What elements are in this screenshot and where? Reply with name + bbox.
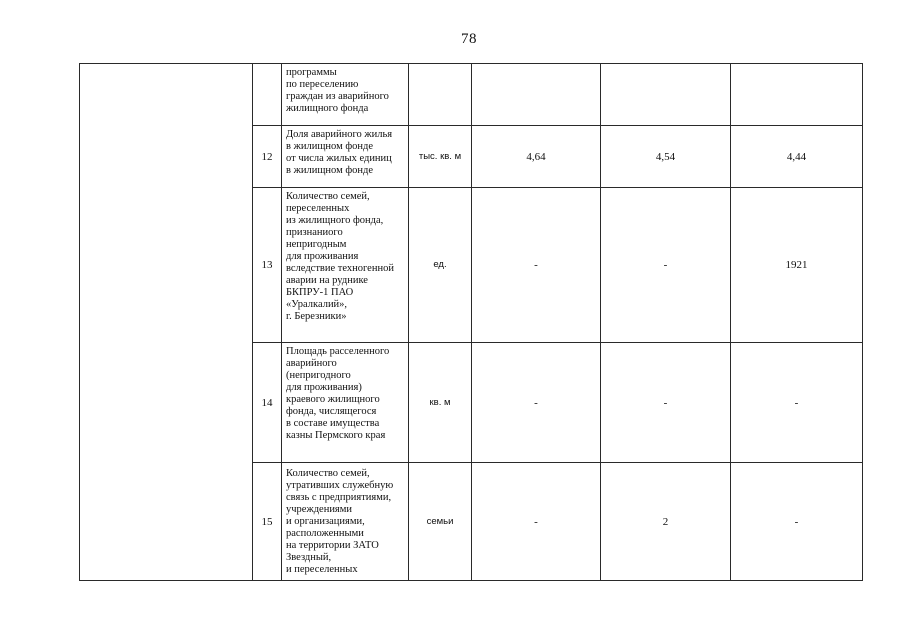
row-number: 15 xyxy=(253,463,282,581)
unit-cell: семьи xyxy=(409,463,472,581)
table-row xyxy=(80,64,863,126)
value-cell: 4,44 xyxy=(731,126,863,188)
value-cell xyxy=(601,64,731,126)
value-cell: 4,54 xyxy=(601,126,731,188)
row-number: 12 xyxy=(253,126,282,188)
value-cell: - xyxy=(472,343,601,463)
value-cell: 1921 xyxy=(731,188,863,343)
indicators-table xyxy=(79,63,863,581)
row-number: 14 xyxy=(253,343,282,463)
value-cell: - xyxy=(731,343,863,463)
indicator-name: Количество семей, переселенных из жилищного фонда, признаниого непригодным для проживания вследствие техногенной аварии на руднике БКПРУ-1 ПАО «Уралкалий», г. Березники» xyxy=(282,188,409,343)
unit-cell: ед. xyxy=(409,188,472,343)
blank-column xyxy=(80,64,253,581)
row-number xyxy=(253,64,282,126)
page-number: 78 xyxy=(461,31,477,47)
value-cell: - xyxy=(472,463,601,581)
indicator-name: Доля аварийного жилья в жилищном фонде от числа жилых единиц в жилищном фонде xyxy=(282,126,409,188)
indicator-name: Количество семей, утративших служебную связь с предприятиями, учреждениями и организациями, расположенными на территории ЗАТО Звездный, и переселенных xyxy=(282,463,409,581)
indicator-name: Площадь расселенного аварийного (непригодного для проживания) краевого жилищного фонда, числящегося в составе имущества казны Пермского края xyxy=(282,343,409,463)
value-cell: - xyxy=(601,188,731,343)
value-cell xyxy=(731,64,863,126)
value-cell: 2 xyxy=(601,463,731,581)
value-cell: - xyxy=(472,188,601,343)
value-cell: - xyxy=(601,343,731,463)
indicator-name: программы по переселению граждан из аварийного жилищного фонда xyxy=(282,64,409,126)
unit-cell: кв. м xyxy=(409,343,472,463)
row-number: 13 xyxy=(253,188,282,343)
unit-cell xyxy=(409,64,472,126)
value-cell: - xyxy=(731,463,863,581)
value-cell: 4,64 xyxy=(472,126,601,188)
unit-cell: тыс. кв. м xyxy=(409,126,472,188)
value-cell xyxy=(472,64,601,126)
